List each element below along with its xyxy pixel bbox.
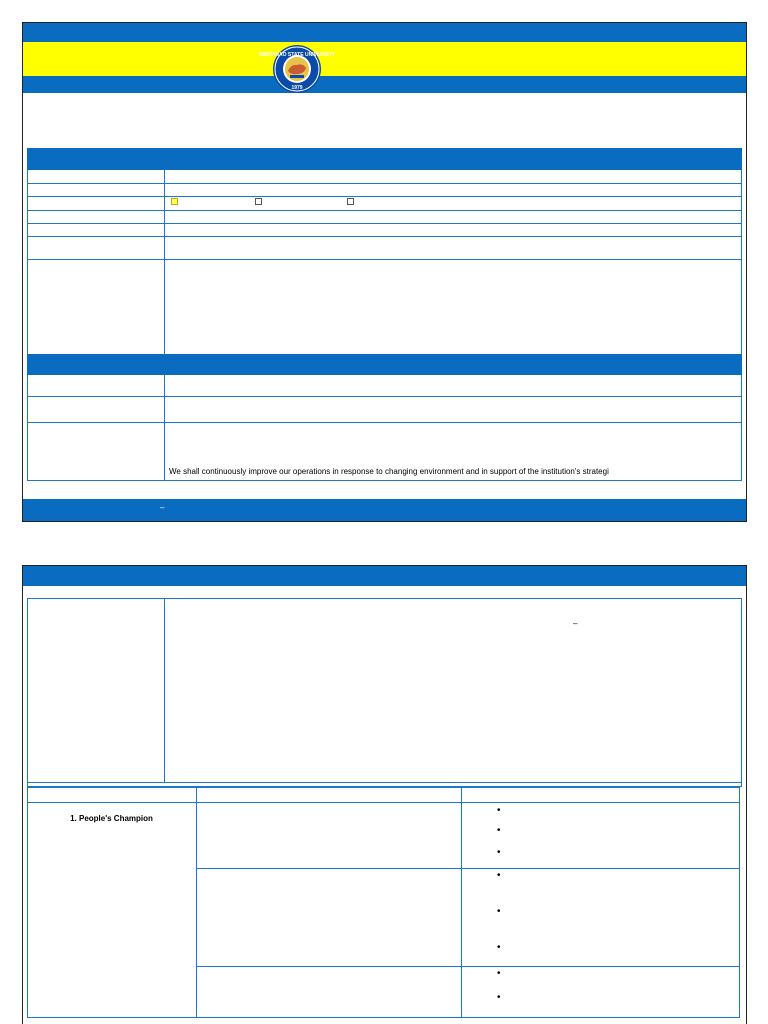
info-table-2-row-line: [27, 422, 742, 423]
section-header-2: [27, 354, 742, 375]
competency-table-column-divider: [461, 787, 462, 1018]
info-table-1-label-column-divider: [164, 170, 165, 355]
header-bottom-band: [23, 76, 746, 93]
bullet-point: •: [497, 992, 501, 1003]
info-table-1: [27, 170, 742, 355]
seal-arc-text: MINDANAO STATE UNIVERSITY: [259, 52, 335, 58]
description-table-row-line: [27, 782, 742, 783]
info-table-1-row-line: [27, 259, 742, 260]
footer-mark: –: [160, 503, 165, 512]
info-table-1-row-line: [27, 183, 742, 184]
description-table: [27, 598, 742, 787]
competency-name: 1. People's Champion: [70, 814, 153, 823]
page-2-header-band: [23, 566, 746, 586]
bullet-point: •: [497, 870, 501, 881]
seal-year: 1979: [291, 85, 303, 91]
bullet-point: •: [497, 847, 501, 858]
competency-subrow-line: [196, 868, 740, 869]
info-table-2-label-column-divider: [164, 375, 165, 481]
description-table-label-column-divider: [164, 598, 165, 782]
page-1-footer: [23, 499, 746, 521]
info-table-2-row-line: [27, 396, 742, 397]
bullet-point: •: [497, 805, 501, 816]
bullet-point: •: [497, 968, 501, 979]
info-table-2: [27, 375, 742, 481]
competency-subrow-line: [196, 966, 740, 967]
option-checkbox-2[interactable]: [255, 198, 262, 205]
bullet-point: •: [497, 825, 501, 836]
bullet-point: •: [497, 942, 501, 953]
option-checkbox-3[interactable]: [347, 198, 354, 205]
bullet-point: •: [497, 906, 501, 917]
dash-mark: –: [573, 619, 578, 628]
header-yellow-band: [23, 42, 746, 76]
info-table-1-row-line: [27, 210, 742, 211]
info-table-1-row-line: [27, 236, 742, 237]
quality-policy-text: We shall continuously improve our operations in response to changing environment and in support of the institution's strategi: [169, 467, 609, 476]
university-seal-logo: [259, 44, 335, 94]
competency-table-column-divider: [196, 787, 197, 1018]
competency-table-header-line: [27, 802, 740, 803]
option-checkbox-1[interactable]: [171, 198, 178, 205]
section-header-1: [27, 148, 742, 170]
header-top-band: [23, 23, 746, 42]
info-table-1-row-line: [27, 196, 742, 197]
info-table-1-row-line: [27, 223, 742, 224]
